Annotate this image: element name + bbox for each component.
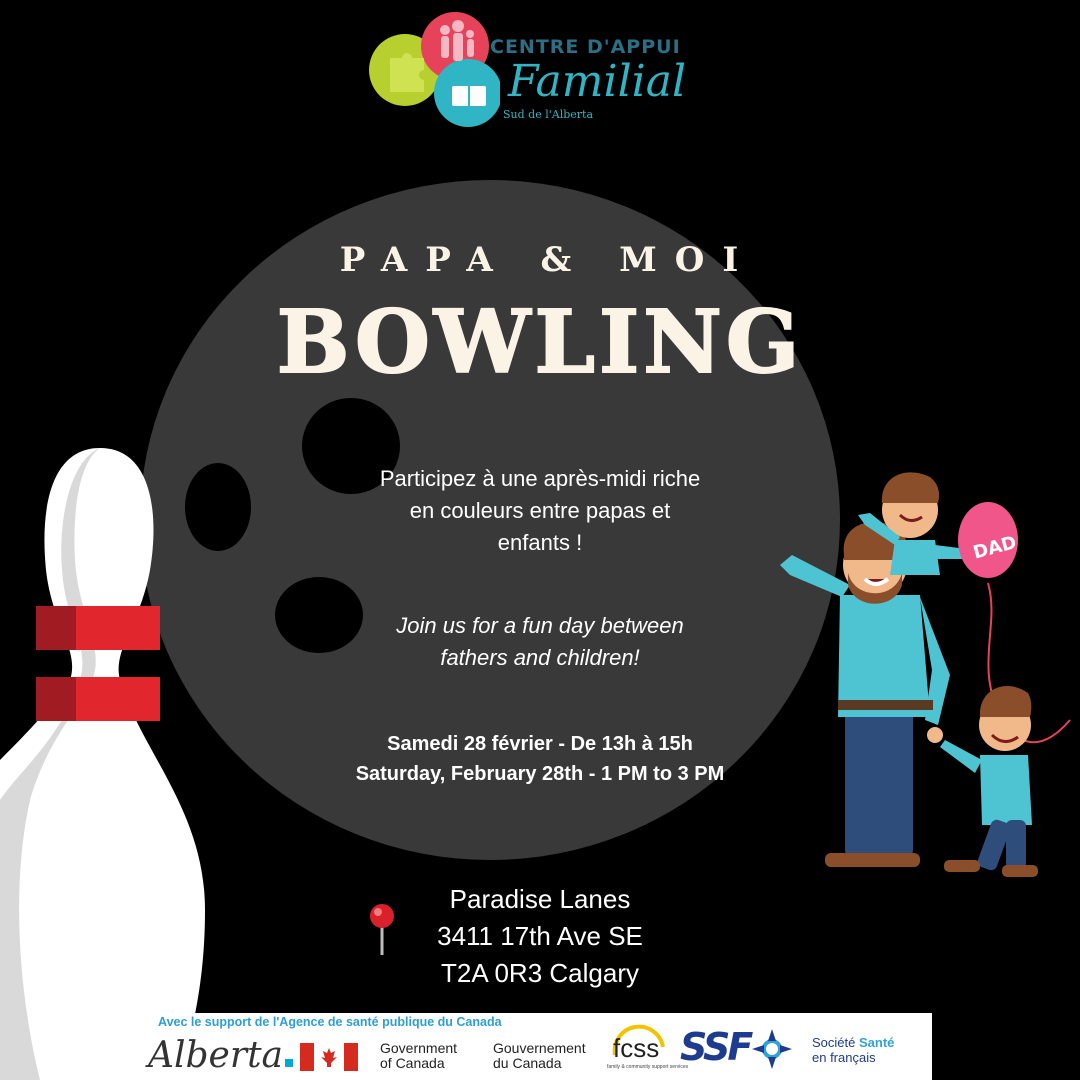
description-en: [340, 610, 740, 674]
logo-subtitle: Sud de l'Alberta: [503, 108, 593, 121]
event-title: BOWLING: [276, 292, 804, 393]
desc-fr-line: enfants !: [497, 529, 583, 555]
fcss-subtitle: family & community support services: [607, 1064, 689, 1070]
ssf-name-part: Société: [812, 1035, 856, 1050]
societe-sante-en-francais: [812, 1035, 894, 1065]
support-statement: Avec le support de l'Agence de santé publique du Canada: [158, 1015, 502, 1029]
father-and-children-illustration: [770, 455, 1080, 895]
gov-fr-line: Gouvernement: [493, 1040, 586, 1056]
gouvernement-du-canada-fr: [493, 1041, 586, 1071]
fcss-wordmark: fcss: [613, 1033, 660, 1063]
date-fr: Samedi 28 février - De 13h à 15h: [387, 733, 693, 755]
ssf-logo: [680, 1025, 750, 1069]
description-fr: [340, 463, 740, 559]
family-puzzle-icon: [360, 8, 500, 128]
government-of-canada-en: [380, 1041, 457, 1071]
venue-name: Paradise Lanes: [449, 884, 631, 914]
postal-city: T2A 0R3 Calgary: [441, 958, 639, 988]
bowling-pin-illustration: [0, 440, 210, 1080]
desc-en-line: Join us for a fun day between: [396, 613, 684, 638]
event-address: [400, 881, 680, 992]
gov-fr-line: du Canada: [493, 1055, 562, 1071]
canada-flag-icon: [300, 1043, 358, 1071]
date-en: Saturday, February 28th - 1 PM to 3 PM: [355, 763, 725, 785]
balloon-label: DAD: [970, 532, 1019, 564]
desc-fr-line: Participez à une après-midi riche: [379, 466, 701, 491]
ssf-name-part: Santé: [859, 1035, 895, 1050]
street-address: 3411 17th Ave SE: [437, 921, 643, 951]
desc-en-line: fathers and children!: [440, 644, 640, 670]
ssf-pinwheel-icon: [750, 1027, 794, 1071]
event-kicker: PAPA & MOI: [339, 240, 757, 280]
fcss-logo: [605, 1019, 689, 1077]
logo-title: CENTRE D'APPUI: [490, 36, 681, 58]
centre-appui-logo: [360, 8, 687, 128]
ssf-wordmark: SSF: [680, 1025, 751, 1069]
desc-fr-line: en couleurs entre papas et: [409, 497, 671, 523]
gov-en-line: Government: [380, 1040, 458, 1056]
logo-script-text: Familial: [508, 56, 687, 107]
ssf-name-part: en français: [812, 1050, 876, 1065]
map-pin-icon: [368, 903, 396, 959]
alberta-wordmark: Alberta: [148, 1035, 283, 1076]
gov-en-line: of Canada: [380, 1055, 445, 1071]
sponsor-footer: [150, 1013, 932, 1080]
alberta-logo: [148, 1035, 293, 1076]
